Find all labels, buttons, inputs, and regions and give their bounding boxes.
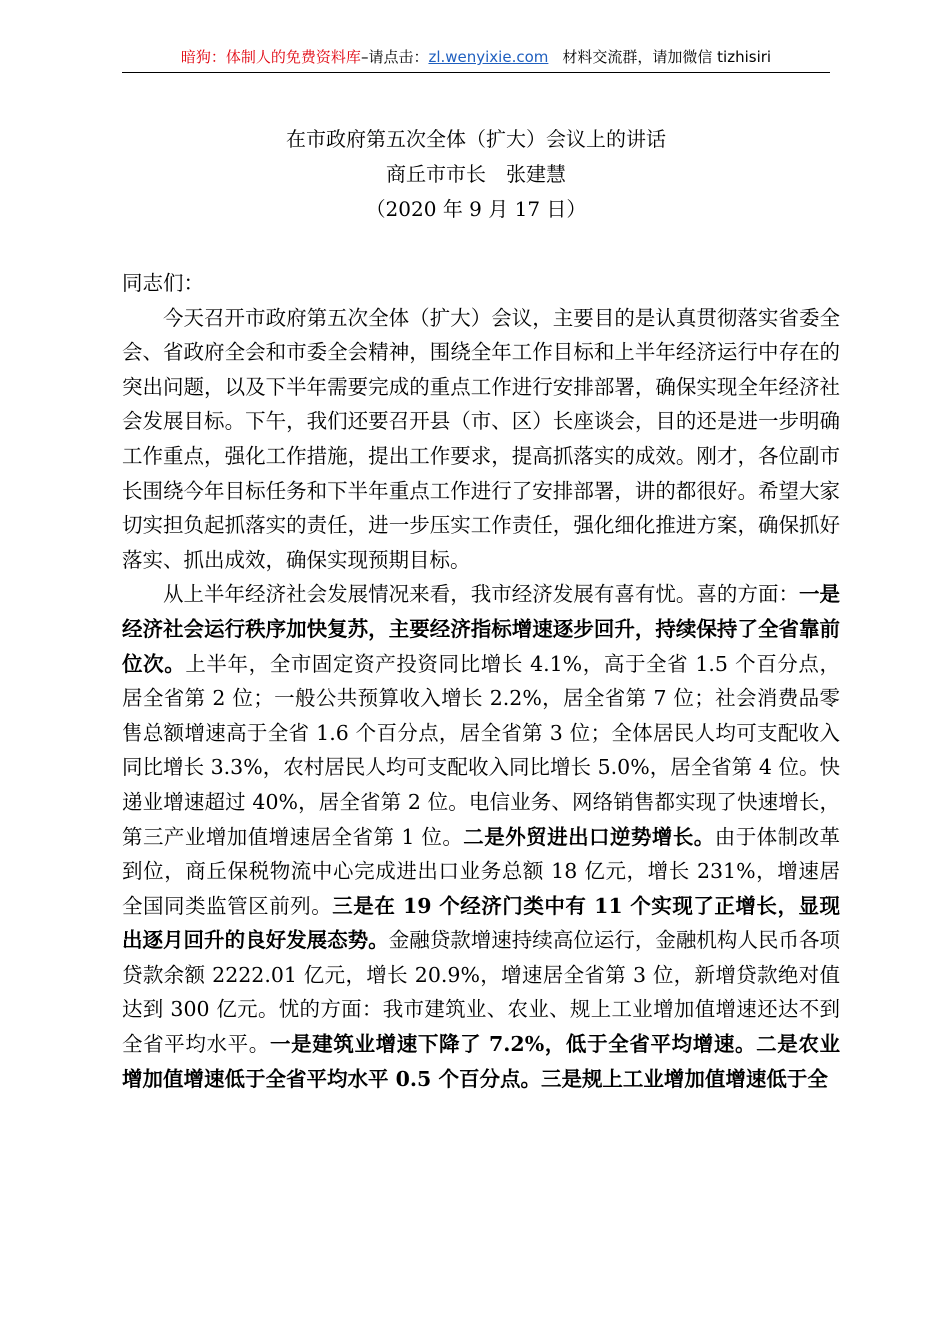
header-click-prompt: –请点击： [360,48,429,66]
paragraph-2-text-4: 金融贷款增速持续高位运行，金融机构人民币各项贷款余额 2222.01 亿元，增长 20.9%，增速居全省第 3 位，新增贷款绝对值达到 300 亿元。忧的方面：我市建筑业、农业、规上工业增加值增速还达不到全省平均水平。 [122,928,841,1057]
header-brand: 暗狗：体制人的免费资料库 [180,48,361,66]
salutation: 同志们： [122,271,204,295]
paragraph-2-bold-4: 一是建筑业增速下降了 7.2%，低于全省平均增速。二是农业增加值增速低于全省平均水平 0.5 个百分点。三是规上工业增加值增速低于全 [122,1032,841,1091]
document-body [122,266,840,1096]
header-link[interactable]: zl.wenyixie.com [428,48,549,66]
paragraph-2-text-3: 由于体制改革到位，商丘保税物流中心完成进出口业务总额 18 亿元，增长 231%，增速居全国同类监管区前列。 [122,824,841,918]
page-header [122,44,830,73]
document-date: （2020 年 9 月 17 日） [365,197,587,221]
document-title: 在市政府第五次全体（扩大）会议上的讲话 [286,127,666,151]
header-group-info: 材料交流群，请加微信 tizhisiri [562,48,772,66]
paragraph-2-bold-3: 三是在 19 个经济门类中有 11 个实现了正增长，显现出逐月回升的良好发展态势。 [122,893,841,953]
paragraph-2-bold-1: 一是经济社会运行秩序加快复苏，主要经济指标增速逐步回升，持续保持了全省靠前位次。 [122,582,840,676]
paragraph-2 [122,577,840,1096]
paragraph-2-text-1: 从上半年经济社会发展情况来看，我市经济发展有喜有忧。喜的方面： [163,582,799,607]
paragraph-1: 今天召开市政府第五次全体（扩大）会议，主要目的是认真贯彻落实省委全会、省政府全会和市委全会精神，围绕全年工作目标和上半年经济运行中存在的突出问题，以及下半年需要完成的重点工作进行安排部署，确保实现全年经济社会发展目标。下午，我们还要召开县（市、区）长座谈会，目的还是进一步明确工作重点，强化工作措施，提出工作要求，提高抓落实的成效。刚才，各位副市长围绕今年目标任务和下半年重点工作进行了安排部署，讲的都很好。希望大家切实担负起抓落实的责任，进一步压实工作责任，强化细化推进方案，确保抓好落实、抓出成效，确保实现预期目标。 [122,305,840,572]
document-author: 商丘市市长 张建慧 [386,162,566,186]
paragraph-2-text-2: 上半年，全市固定资产投资同比增长 4.1%，高于全省 1.5 个百分点，居全省第 2 位；一般公共预算收入增长 2.2%，居全省第 7 位；社会消费品零售总额增速高于全省 1.6 个百分点，居全省第 3 位；全体居民人均可支配收入同比增长 3.3%，农村居民人均可支配收入同比增长 5.0%，居全省第 4 位。快递业增速超过 40%，居全省第 2 位。电信业务、网络销售都实现了快速增长，第三产业增加值增速居全省第 1 位。 [122,651,841,849]
document-heading [122,122,830,227]
paragraph-2-bold-2: 二是外贸进出口逆势增长。 [463,824,715,849]
